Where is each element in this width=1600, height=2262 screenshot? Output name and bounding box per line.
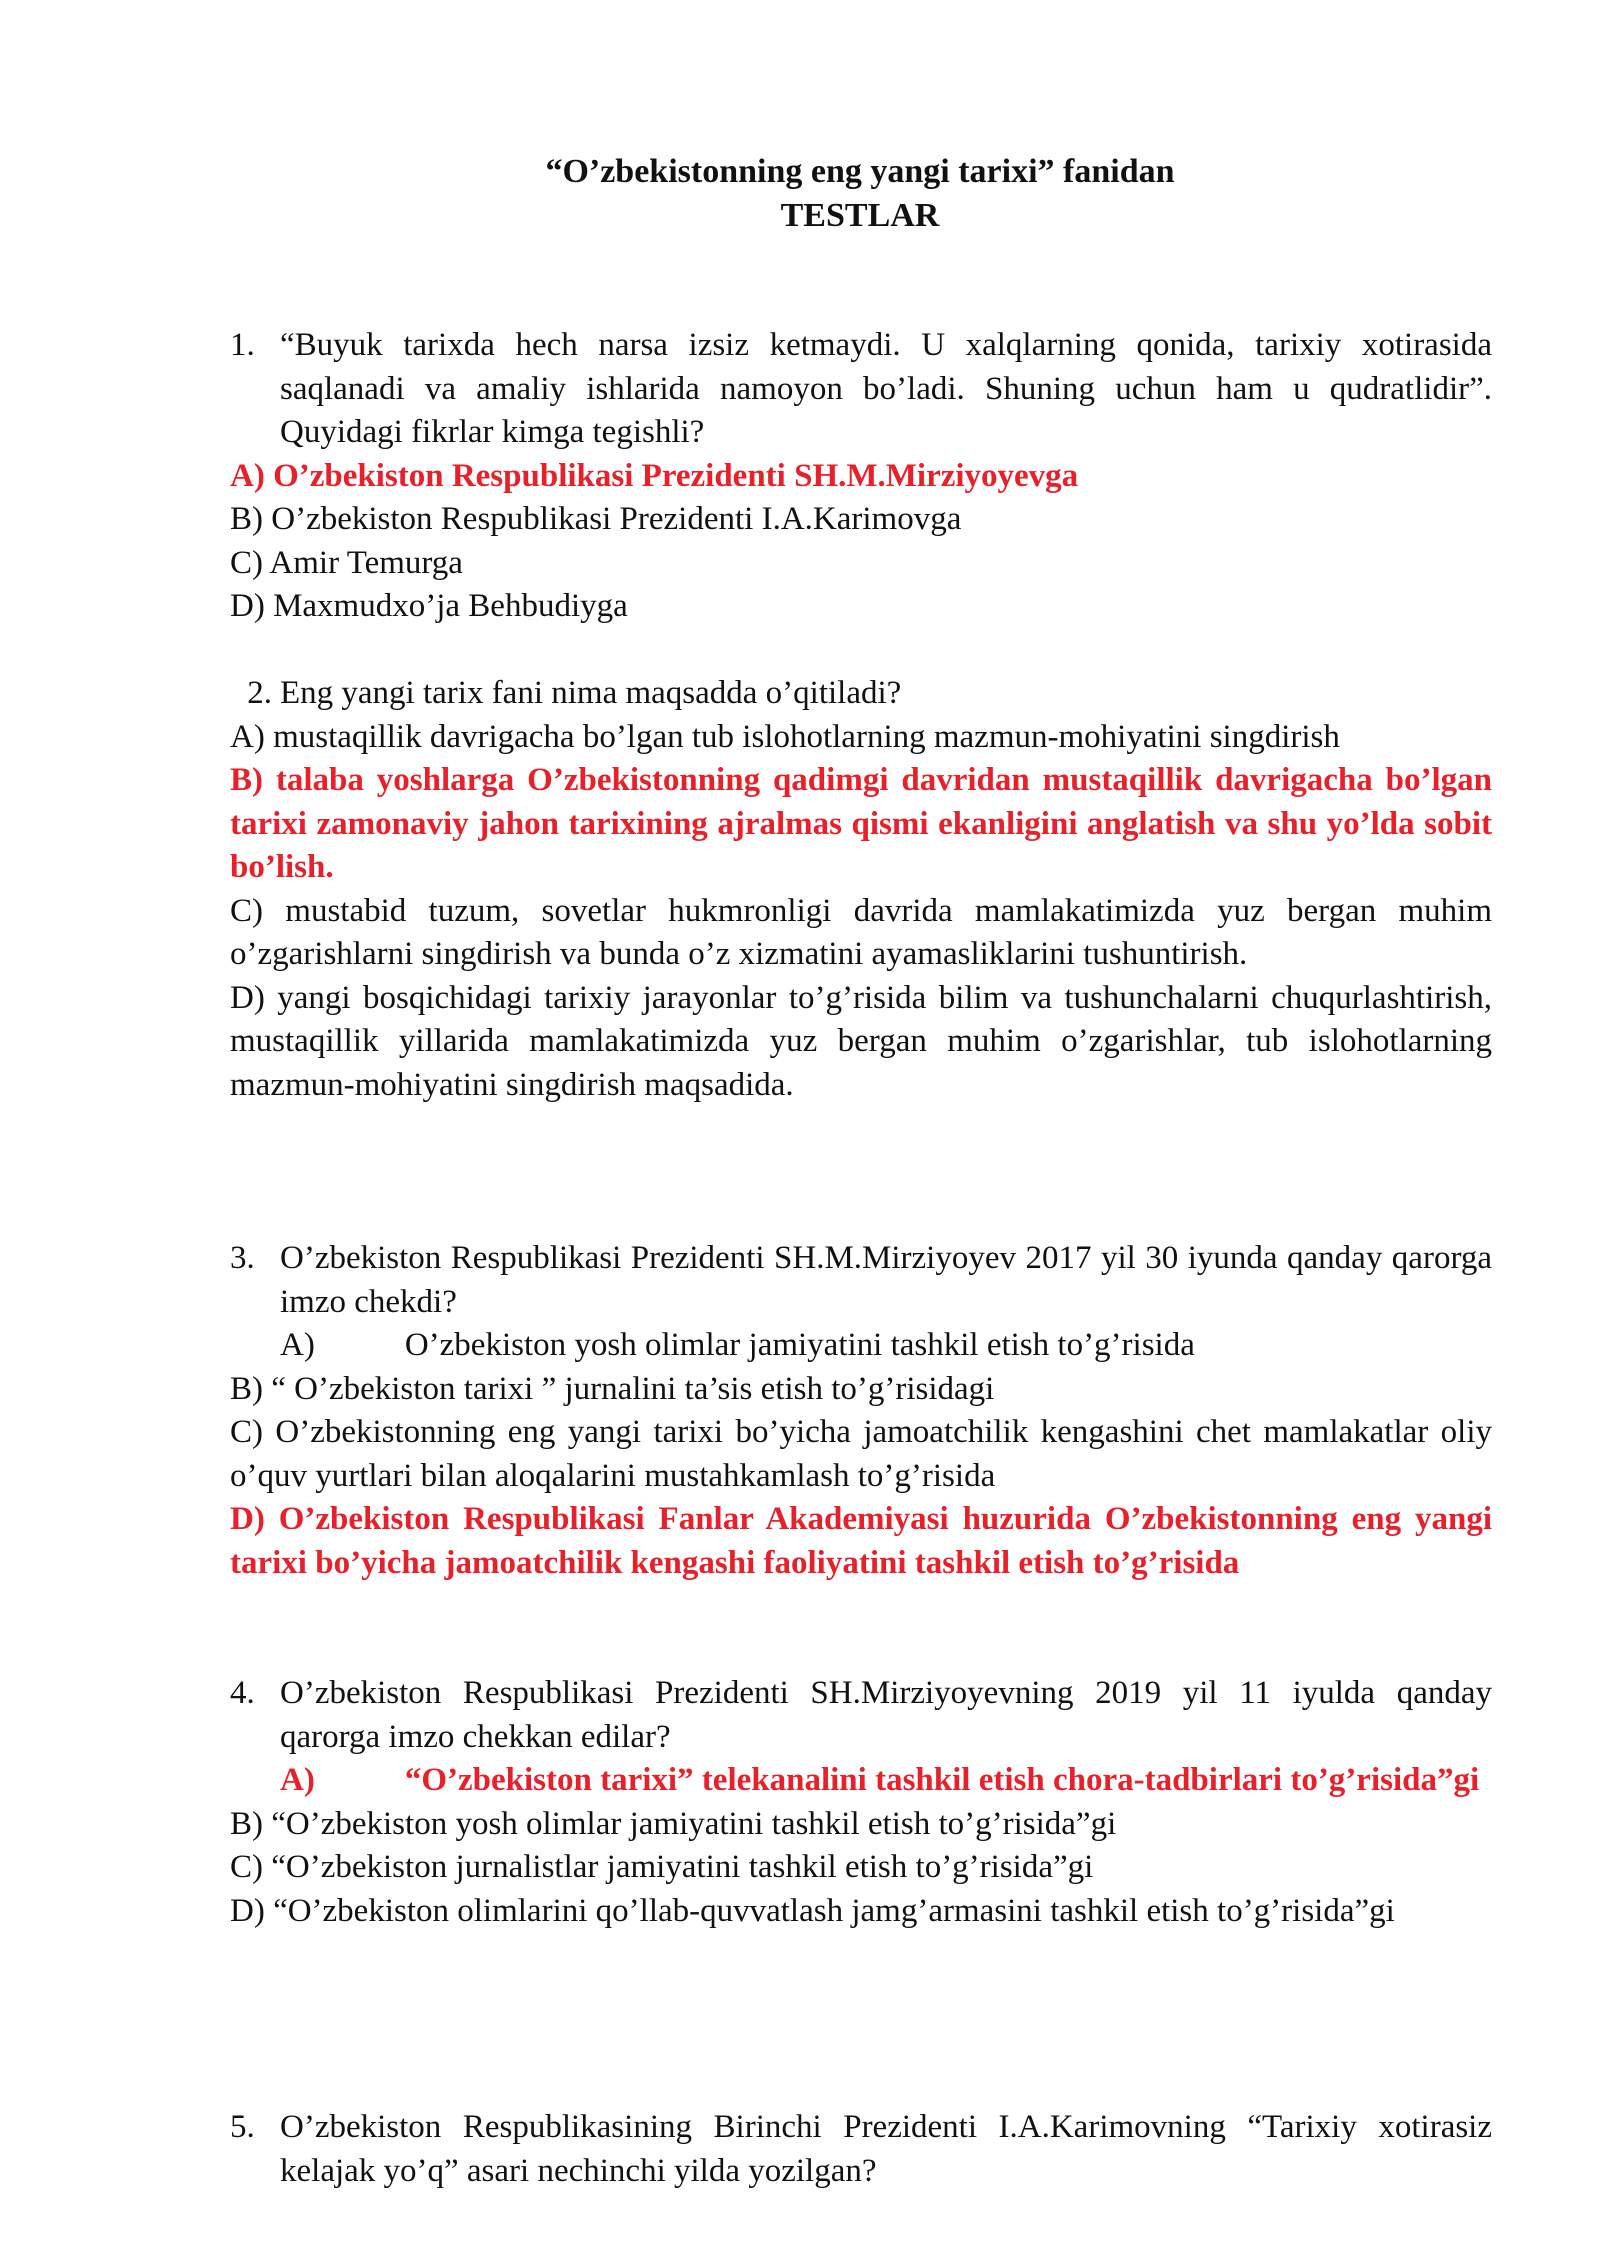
option-letter: A) [280,1762,315,1798]
option-b: B) “O’zbekiston yosh olimlar jamiyatini tashkil etish to’g’risida”gi [230,1805,1117,1842]
option-d-correct: D) O’zbekiston Respublikasi Fanlar Akademiyasi huzurida O’zbekistonning eng yangi tarixi bo’yicha jamoatchilik kengashi faoliyatini tashkil etish to’g’risida [230,1501,1492,1581]
question-text: O’zbekiston Respublikasining Birinchi Prezidenti I.A.Karimovning “Tarixiy xotirasiz kelajak yo’q” asari nechinchi yilda yozilgan? [280,2109,1492,2189]
question-2 [230,672,1492,1107]
option-a-correct [230,1759,1507,1803]
question-text: Eng yangi tarix fani nima maqsadda o’qitiladi? [280,675,902,711]
option-a [230,1324,1492,1368]
option-c: C) Amir Temurga [230,544,463,581]
question-1 [230,324,1492,629]
option-c: C) “O’zbekiston jurnalistlar jamiyatini tashkil etish to’g’risida”gi [230,1849,1094,1885]
option-b: B) O’zbekiston Respublikasi Prezidenti I.A.Karimovga [230,501,962,537]
question-number: 4. [230,1675,255,1711]
option-c: C) O’zbekistonning eng yangi tarixi bo’yicha jamoatchilik kengashini chet mamlakatlar oliy o’quv yurtlari bilan aloqalarini mustahkamlash to’g’risida [230,1414,1492,1494]
option-b: B) “ O’zbekiston tarixi ” jurnalini ta’sis etish to’g’risidagi [230,1370,995,1407]
option-a: A) mustaqillik davrigacha bo’lgan tub islohotlarning mazmun-mohiyatini singdirish [230,718,1340,755]
option-d: D) yangi bosqichidagi tarixiy jarayonlar to’g’risida bilim va tushunchalarni chuqurlashtirish, mustaqillik yillarida mamlakatimizda yuz bergan muhim o’zgarishlar, tub islohotlarning mazmun-mohiyatini singdirish maqsadida. [230,979,1492,1103]
option-b-correct: B) talaba yoshlarga O’zbekistonning qadimgi davridan mustaqillik davrigacha bo’lgan tarixi zamonaviy jahon tarixining ajralmas qismi ekanligini anglatish va shu yo’lda sobit bo’lish. [230,762,1492,885]
option-d: D) “O’zbekiston olimlarini qo’llab-quvvatlash jamg’armasini tashkil etish to’g’risida”gi [230,1892,1395,1929]
question-stem [230,1237,1492,1324]
question-number: 1. [230,327,255,363]
option-text: O’zbekiston yosh olimlar jamiyatini tashkil etish to’g’risida [404,1327,1195,1363]
option-letter: A) [280,1327,315,1363]
question-stem [230,324,1492,455]
question-stem [230,1672,1492,1759]
option-c: C) mustabid tuzum, sovetlar hukmronligi davrida mamlakatimizda yuz bergan muhim o’zgarishlarni singdirish va bunda o’z xizmatini ayamasliklarini tushuntirish. [230,892,1492,972]
question-3 [230,1237,1492,1585]
question-text: “Buyuk tarixda hech narsa izsiz ketmaydi. U xalqlarning qonida, tarixiy xotirasida saqlanadi va amaliy ishlarida namoyon bo’ladi. Shuning uchun ham u qudratlidir”. Quyidagi fikrlar kimga tegishli? [280,327,1492,450]
question-stem [230,672,1492,716]
document-title: “O’zbekistonning eng yangi tarixi” fanidan [545,153,1175,190]
option-d: D) Maxmudxo’ja Behbudiyga [230,588,628,624]
document-subtitle: TESTLAR [780,197,940,234]
question-number: 2. [247,675,272,711]
question-number: 3. [230,1240,255,1276]
question-4 [230,1672,1492,1933]
question-text: O’zbekiston Respublikasi Prezidenti SH.M.Mirziyoyev 2017 yil 30 iyunda qanday qarorga imzo chekdi? [280,1240,1492,1320]
question-5 [230,2106,1492,2193]
option-text: “O’zbekiston tarixi” telekanalini tashkil etish chora-tadbirlari to’g’risida”gi [404,1762,1480,1798]
question-stem [230,2106,1492,2193]
question-text: O’zbekiston Respublikasi Prezidenti SH.Mirziyoyevning 2019 yil 11 iyulda qanday qarorga imzo chekkan edilar? [280,1675,1492,1755]
question-number: 5. [230,2109,255,2145]
option-a-correct: A) O’zbekiston Respublikasi Prezidenti SH.M.Mirziyoyevga [230,457,1079,494]
